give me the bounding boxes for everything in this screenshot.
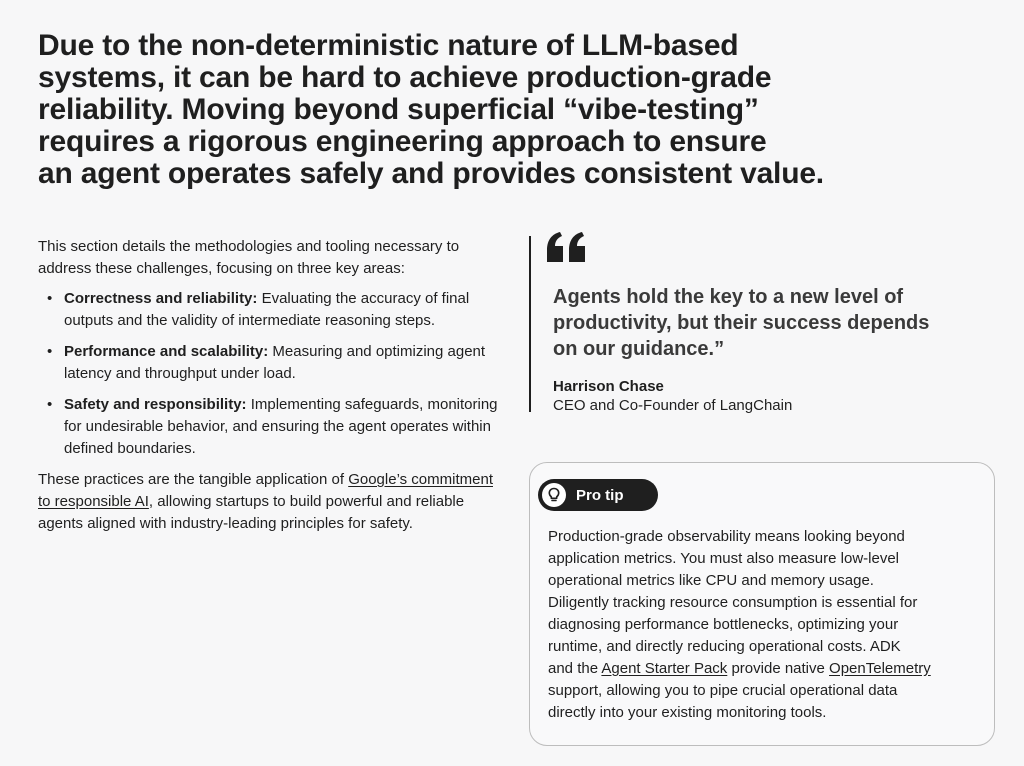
intro-paragraph: This section details the methodologies and tooling necessary to address these challenges, focusing on three key areas: (38, 238, 460, 277)
headline-line: reliability. Moving beyond superficial “vibe-testing” (38, 93, 759, 126)
quote-text: Agents hold the key to a new level of productivity, but their success depends on our guidance.” (553, 286, 930, 360)
pro-tip-line: runtime, and directly reducing operational costs. ADK (548, 638, 901, 655)
outro-paragraph (38, 469, 508, 535)
bullet-icon: • (47, 343, 53, 360)
list-item-text: Measuring and optimizing agent latency and throughput under load. (64, 343, 486, 382)
pro-tip-line: application metrics. You must also measure low-level (548, 550, 899, 567)
bullet-icon: • (47, 290, 53, 307)
pro-tip-line: directly into your existing monitoring tools. (548, 704, 827, 721)
pro-tip-text (548, 526, 988, 724)
body-column (38, 236, 508, 535)
list-item-title: Safety and responsibility: (64, 396, 247, 413)
responsible-ai-link[interactable]: Google’s commitment to responsible AI (38, 471, 493, 510)
quote-mark-icon (545, 230, 589, 264)
list-item-title: Performance and scalability: (64, 343, 269, 360)
pro-tip-text-segment: and the (548, 660, 602, 677)
list-item (38, 341, 508, 385)
pro-tip-line: operational metrics like CPU and memory usage. (548, 572, 874, 589)
headline-line: an agent operates safely and provides consistent value. (38, 157, 824, 190)
headline (38, 30, 908, 190)
headline-line: Due to the non-deterministic nature of LLM-based (38, 29, 739, 62)
lightbulb-icon (542, 483, 566, 507)
agent-starter-pack-link[interactable]: Agent Starter Pack (601, 660, 728, 677)
pro-tip-line: support, allowing you to pipe crucial operational data (548, 682, 898, 699)
headline-line: requires a rigorous engineering approach to ensure (38, 125, 767, 158)
key-areas-list (38, 288, 508, 460)
list-item (38, 394, 508, 460)
opentelemetry-link[interactable]: OpenTelemetry (829, 660, 931, 677)
outro-text: , allowing startups to build powerful and reliable agents aligned with industry-leading principles for safety. (38, 493, 465, 532)
headline-line: systems, it can be hard to achieve production-grade (38, 61, 772, 94)
pro-tip-line: diagnosing performance bottlenecks, optimizing your (548, 616, 899, 633)
list-item-text: Evaluating the accuracy of final outputs and the validity of intermediate reasoning steps. (64, 290, 470, 329)
pull-quote (529, 236, 949, 412)
pro-tip-label: Pro tip (576, 486, 624, 504)
quote-author: Harrison Chase (553, 378, 664, 395)
list-item (38, 288, 508, 332)
bullet-icon: • (47, 396, 53, 413)
pro-tip-badge (538, 479, 658, 511)
pro-tip-card (529, 462, 995, 746)
pro-tip-line: Production-grade observability means looking beyond (548, 528, 905, 545)
pro-tip-text-segment: provide native (727, 660, 830, 677)
list-item-title: Correctness and reliability: (64, 290, 258, 307)
pro-tip-line (548, 658, 988, 680)
pro-tip-line: Diligently tracking resource consumption is essential for (548, 594, 918, 611)
quote-role: CEO and Co-Founder of LangChain (553, 397, 793, 414)
list-item-text: Implementing safeguards, monitoring for undesirable behavior, and ensuring the agent operates within defined boundaries. (64, 396, 498, 457)
outro-text: These practices are the tangible application of (38, 471, 349, 488)
